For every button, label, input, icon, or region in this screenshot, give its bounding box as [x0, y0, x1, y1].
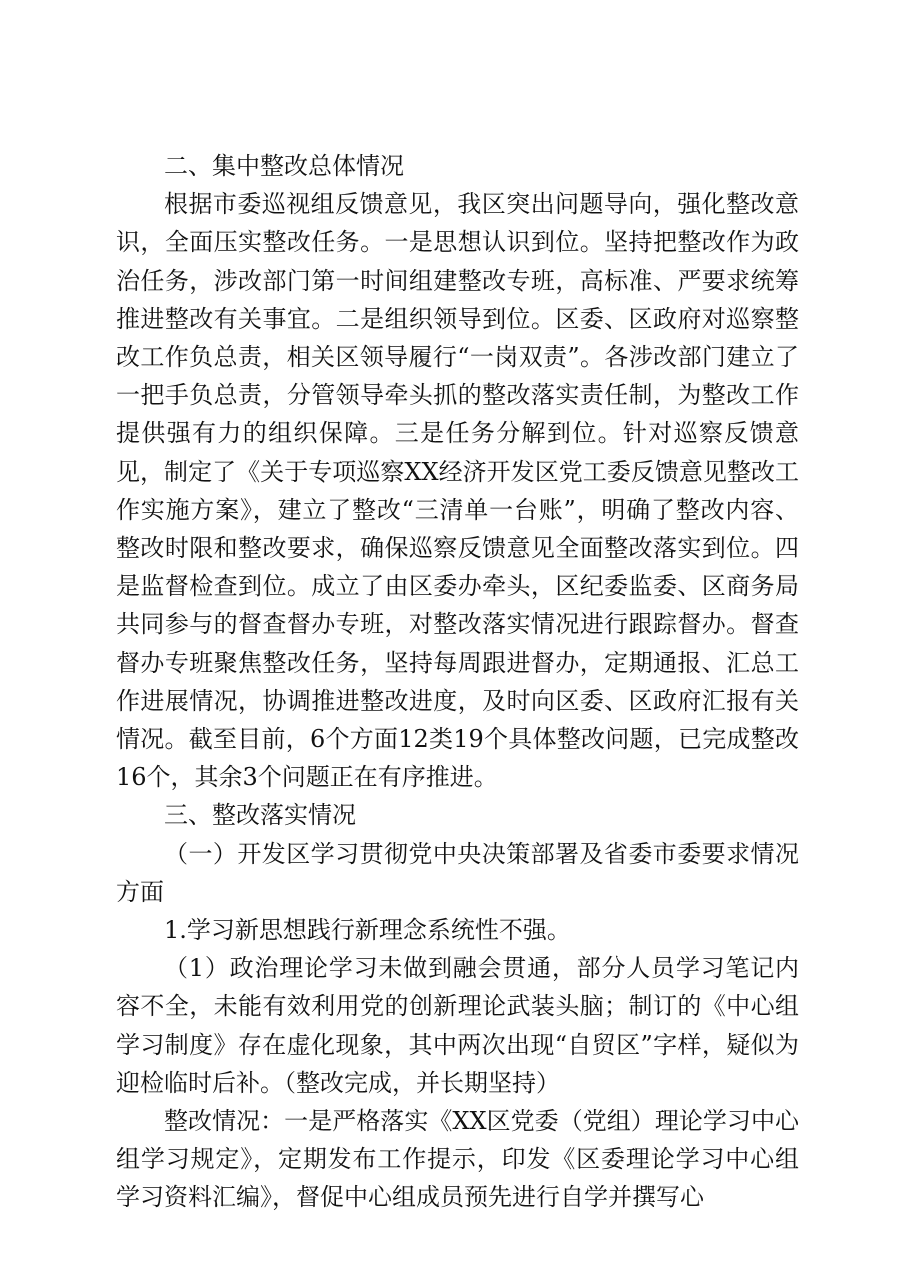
section-heading-2: 二、集中整改总体情况	[164, 152, 404, 180]
section-2-paragraph: 根据市委巡视组反馈意见，我区突出问题导向，强化整改意识，全面压实整改任务。一是思想认识到位。坚持把整改作为政治任务，涉改部门第一时间组建整改专班，高标准、严要求统筹推进整改有关事宜。二是组织领导到位。区委、区政府对巡察整改工作负总责，相关区领导履行“一岗双责”。各涉改部门建立了一把手负总责，分管领导牵头抓的整改落实责任制，为整改工作提供强有力的组织保障。三是任务分解到位。针对巡察反馈意见，制定了《关于专项巡察XX经济开发区党工委反馈意见整改工作实施方案》，建立了整改“三清单一台账”，明确了整改内容、整改时限和整改要求，确保巡察反馈意见全面整改落实到位。四是监督检查到位。成立了由区委办牵头，区纪委监委、区商务局共同参与的督查督办专班，对整改落实情况进行跟踪督办。督查督办专班聚焦整改任务，坚持每周跟进督办，定期通报、汇总工作进展情况，协调推进整改进度，及时向区委、区政府汇报有关情况。截至目前，6个方面12类19个具体整改问题，已完成整改16个，其余3个问题正在有序推进。	[116, 190, 799, 792]
item-1-1-paragraph: （1）政治理论学习未做到融会贯通，部分人员学习笔记内容不全，未能有效利用党的创新理论武装头脑；制订的《中心组学习制度》存在虚化现象，其中两次出现“自贸区”字样，疑似为迎检临时后补。（整改完成，并长期坚持）	[116, 954, 799, 1097]
rectification-paragraph: 整改情况：一是严格落实《XX区党委（党组）理论学习中心组学习规定》，定期发布工作提示，印发《区委理论学习中心组学习资料汇编》，督促中心组成员预先进行自学并撰写心	[116, 1107, 799, 1212]
item-heading-1: 1.学习新思想践行新理念系统性不强。	[164, 916, 571, 945]
section-heading-3: 三、整改落实情况	[164, 801, 356, 830]
subsection-heading-1: （一）开发区学习贯彻党中央决策部署及省委市委要求情况方面	[116, 839, 799, 906]
document-body	[116, 147, 799, 1217]
